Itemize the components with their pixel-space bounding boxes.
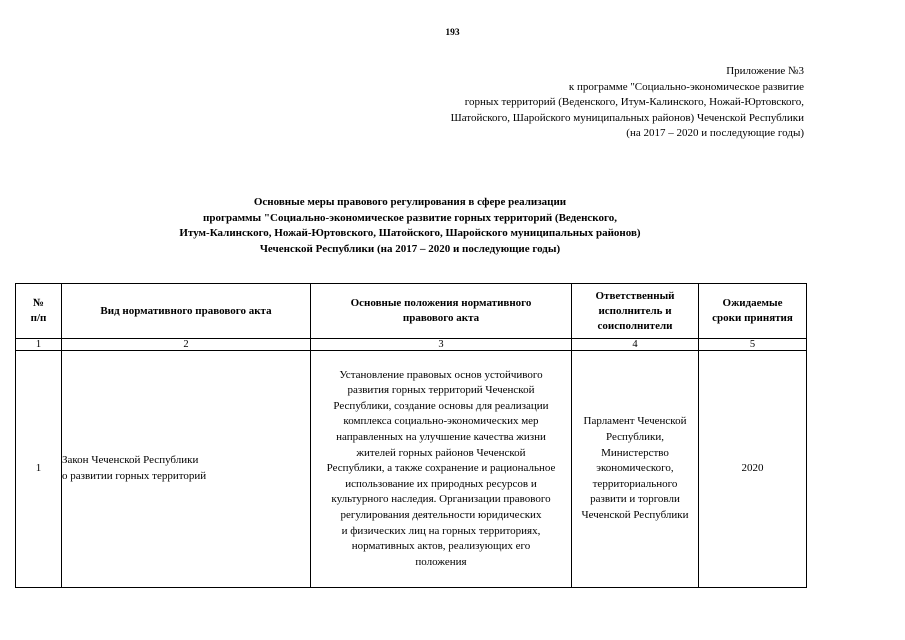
title-line: Основные меры правового регулирования в сфере реализации <box>253 196 567 208</box>
header-expected-date: Ожидаемые сроки принятия <box>699 284 807 339</box>
act-type-cell: Закон Чеченской Республики о развитии горных территорий <box>62 351 311 588</box>
legal-measures-table <box>15 283 807 588</box>
expected-date-cell: 2020 <box>699 351 807 588</box>
appendix-reference <box>451 64 804 142</box>
appendix-line: (на 2017 – 2020 и последующие годы) <box>626 127 804 140</box>
header-responsible: Ответственный исполнитель и соисполнители <box>572 284 699 339</box>
table-row <box>16 351 807 588</box>
header-number: № п/п <box>16 284 62 339</box>
appendix-line: Приложение №3 <box>726 65 804 77</box>
column-number: 3 <box>311 339 572 351</box>
column-number: 2 <box>62 339 311 351</box>
header-main-provisions: Основные положения нормативного правового акта <box>311 284 572 339</box>
page-number: 193 <box>445 28 460 38</box>
title-line: Итум-Калинского, Ножай-Юртовского, Шатойского, Шаройского муниципальных районов) <box>179 227 641 239</box>
column-number: 4 <box>572 339 699 351</box>
table-header-row <box>16 284 807 339</box>
responsible-cell: Парламент Чеченской Республики, Министерство экономического, территориального развити и торговли Чеченской Республики <box>572 351 699 588</box>
appendix-line: горных территорий (Веденского, Итум-Калинского, Ножай-Юртовского, <box>464 96 804 109</box>
column-number: 5 <box>699 339 807 351</box>
row-number: 1 <box>16 351 62 588</box>
title-line: программы "Социально-экономическое развитие горных территорий (Веденского, <box>203 211 617 224</box>
column-number: 1 <box>16 339 62 351</box>
header-act-type: Вид нормативного правового акта <box>62 284 311 339</box>
appendix-line: к программе "Социально-экономическое развитие <box>568 80 804 93</box>
title-line: Чеченской Республики (на 2017 – 2020 и последующие годы) <box>259 242 561 255</box>
column-number-row <box>16 339 807 351</box>
main-provisions-cell: Установление правовых основ устойчивого развития горных территорий Чеченской Республики, создание основы для реализации комплекса социально-экономических мер направленных на улучшение качества жизни жителей горных районов Чеченской Республики, а также сохранение и рациональное использование их природных ресурсов и культурного наследия. Организации правового регулирования деятельности юридических и физических лиц на горных территориях, нормативных актов, реализующих его положения <box>311 351 572 588</box>
appendix-line: Шатойского, Шаройского муниципальных районов) Чеченской Республики <box>450 111 804 124</box>
document-title <box>100 195 720 257</box>
